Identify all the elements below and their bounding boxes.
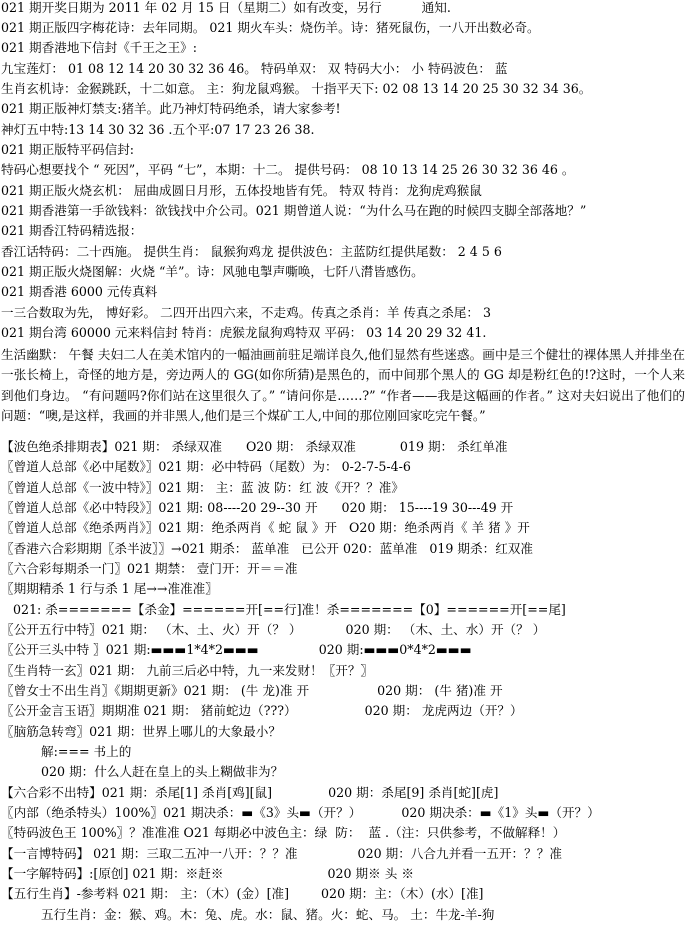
line-zodiac-special: 〖生肖特一玄〗021 期： 九前三后必中特，九一来发财！〖开？〗: [1, 663, 374, 678]
line-element-list: 五行生肖：金：猴、鸡。木：兔、虎。水：鼠、猪。火：蛇、马。 土：牛龙-羊-狗: [1, 907, 495, 922]
line-draw-date: 021 期开奖日期为 2011 年 02 月 15 日（星期二）如有改变，另行 通知.: [1, 0, 451, 15]
line-kill-two: 〖曾道人总部《绝杀两肖》〗021 期：绝杀两肖《 蛇 鼠 》开 O20 期：绝杀两肖《 羊 猪 》开: [1, 520, 530, 535]
line-one-wave: 〖曾道人总部《一波中特》〗021 期： 主：蓝 波 防：红 波《开？？准》: [1, 480, 404, 495]
line-kill-head: 〖内部（绝杀特头）100%〗021 期决杀：▬《3》头▬（开？） 020 期决杀：▬《1》头▬（开？）: [1, 805, 600, 820]
line-ms-zeng: 〖曾女士不出生肖〗《期期更新》021 期： (牛 龙)准 开 020 期： (牛 猪)准 开: [1, 683, 503, 698]
line-fire-diagram: 021 期正版火烧图解：火烧 “羊”。诗：风驰电掣声嘶唤，七阡八潸皆感伤。: [1, 264, 424, 279]
line-half-wave: 〖香港六合彩期期〖杀半波〗〗→021 期杀： 蓝单准 已公开 020：蓝单准 019 期杀：红双准: [1, 541, 533, 556]
line-golden-words: 〖公开金言玉语〗期期准 021 期： 猪前蛇边（???） 020 期： 龙虎两边（开？）: [1, 703, 523, 718]
line-five-elements: 〖公开五行中特〗021 期： （木、土、火）开（？ ） 020 期： （木、土、水）开（？ ）: [1, 622, 546, 637]
line-kill-door: 〖六合彩每期杀一门〗021 期禁： 壹门开：开＝＝准: [1, 561, 298, 576]
humor-story: 生活幽默： 午餐 夫妇二人在美术馆内的一幅油画前驻足端详良久,他们显然有些迷惑。画中是三个健壮的裸体黑人并排坐在一张长椅上，奇怪的地方是，旁边两人的 GG(如你所猜)是黑色的，而中间那个黑人的 GG 却是粉红色的!?这时，一个人来到他们身边。 “有问题吗?你们站在这里很久了。” “请问你是……?” “作者——我是这幅画的作者。” 这对夫妇说出了他们的问题：“噢,是这样，我画的并非黑人,他们是三个煤矿工人,中间的那位刚回家吃完午餐。”: [1, 347, 685, 423]
line-wave-table: 【波色绝杀排期表】021 期： 杀绿双准 O20 期： 杀绿双准 019 期： 杀红单准: [1, 439, 508, 454]
line-plum-poem: 021 期正版四字梅花诗：去年同期。 021 期火车头：烧伤羊。诗：猪死鼠伤，一八开出数必奇。: [1, 20, 540, 35]
line-hk-envelope: 021 期香港地下信封《千王之王》:: [1, 40, 198, 55]
line-lamp-ban: 021 期正版神灯禁支:猪羊。此乃神灯特码绝杀，请大家参考!: [1, 101, 341, 116]
line-riddle-answer: 解:=== 书上的: [1, 744, 132, 759]
line-hk-fax: 021 期香港 6000 元传真料: [1, 284, 158, 299]
line-hk-first-hand: 021 期香港第一手欲钱料：欲钱找中介公司。021 期曾道人说：“为什么马在跑的时候四支脚全部落地？”: [1, 203, 587, 218]
line-nine-lotus: 九宝莲灯： 01 08 12 14 20 30 32 36 46。 特码单双： 双 特码大小： 小 特码波色： 蓝: [1, 61, 508, 76]
line-precise-kill: 〖期期精杀 1 行与杀 1 尾→→准准准〗: [1, 581, 218, 596]
line-kill-gold: 021: 杀=======【杀金】======开[==行]准！杀=======【0】======开[==尾]: [1, 602, 566, 617]
line-element-zodiac: 【五行生肖】-参考料 021 期： 主：（木）(金）[准] 020 期：主：（木）(水）[准]: [1, 886, 484, 901]
line-three-heads: 〖公开三头中特 〗021 期:▬▬▬1*4*2▬▬▬ 020 期:▬▬▬0*4*2▬▬▬: [1, 642, 472, 657]
line-xiangjiang-code: 香江话特码：二十西施。 提供生肖： 鼠猴狗鸡龙 提供波色：主蓝防红提供尾数： 2 4 5 6: [1, 244, 502, 259]
line-riddle-next: 020 期：什么人赶在皇上的头上糊做非为？: [1, 764, 284, 779]
line-tail-number: 〖曾道人总部《必中尾数》〗021 期：必中特码（尾数）为： 0-2-7-5-4-6: [1, 459, 411, 474]
line-zodiac-poem: 生肖玄机诗：金猴跳跃，十二如意。 主：狗龙鼠鸡猴。 十指平天下: 02 08 13 14 20 25 30 32 34 36。: [1, 81, 592, 96]
line-one-char: 【一字解特码】:[原创] 021 期：※赶※ 020 期※ 头 ※: [1, 866, 414, 881]
line-taiwan-envelope: 021 期台湾 60000 元来料信封 特肖：虎猴龙鼠狗鸡特双 平码： 03 14 20 29 32 41.: [1, 325, 487, 340]
line-no-special: 【六合彩不出特】021 期：杀尾[1] 杀肖[鸡][鼠] 020 期：杀尾[9] 杀肖[蛇][虎]: [1, 785, 499, 800]
line-xiangjiang-report: 021 期香江特码精选报：: [1, 223, 143, 238]
line-one-phrase: 【一言博特码】 021 期：三取二五冲一八开：？？准 020 期：八合九并看一五开：？？准: [1, 846, 562, 861]
line-wave-king: 〖特码波色王 100%〗？准准准 O21 每期必中波色主：绿 防： 蓝 .（注：只供参考，不做解释！）: [1, 825, 566, 840]
line-lamp-five: 神灯五中特:13 14 30 32 36 .五个平:07 17 23 26 38.: [1, 122, 315, 137]
line-fire-mystery: 021 期正版火烧玄机： 屈曲成圆日月形，五体投地皆有凭。 特双 特肖：龙狗虎鸡猴鼠: [1, 183, 482, 198]
line-special-code: 特码心想要找个 “ 死因”，平码 “七”，本期：十二。 提供号码： 08 10 13 14 25 26 30 32 36 46 。: [1, 162, 575, 177]
line-special-range: 〖曾道人总部《必中特段》〗021 期: 08----20 29--30 开 020 期： 15----19 30---49 开: [1, 500, 514, 515]
line-riddle: 〖脑筋急转弯〗021 期：世界上哪儿的大象最小？: [1, 724, 281, 739]
line-fax-content: 一三合数取为先， 博好彩。 二四开出四六来，不走鸡。传真之杀肖：羊 传真之杀尾： 3: [1, 305, 491, 320]
line-special-envelope: 021 期正版特平码信封:: [1, 142, 135, 157]
